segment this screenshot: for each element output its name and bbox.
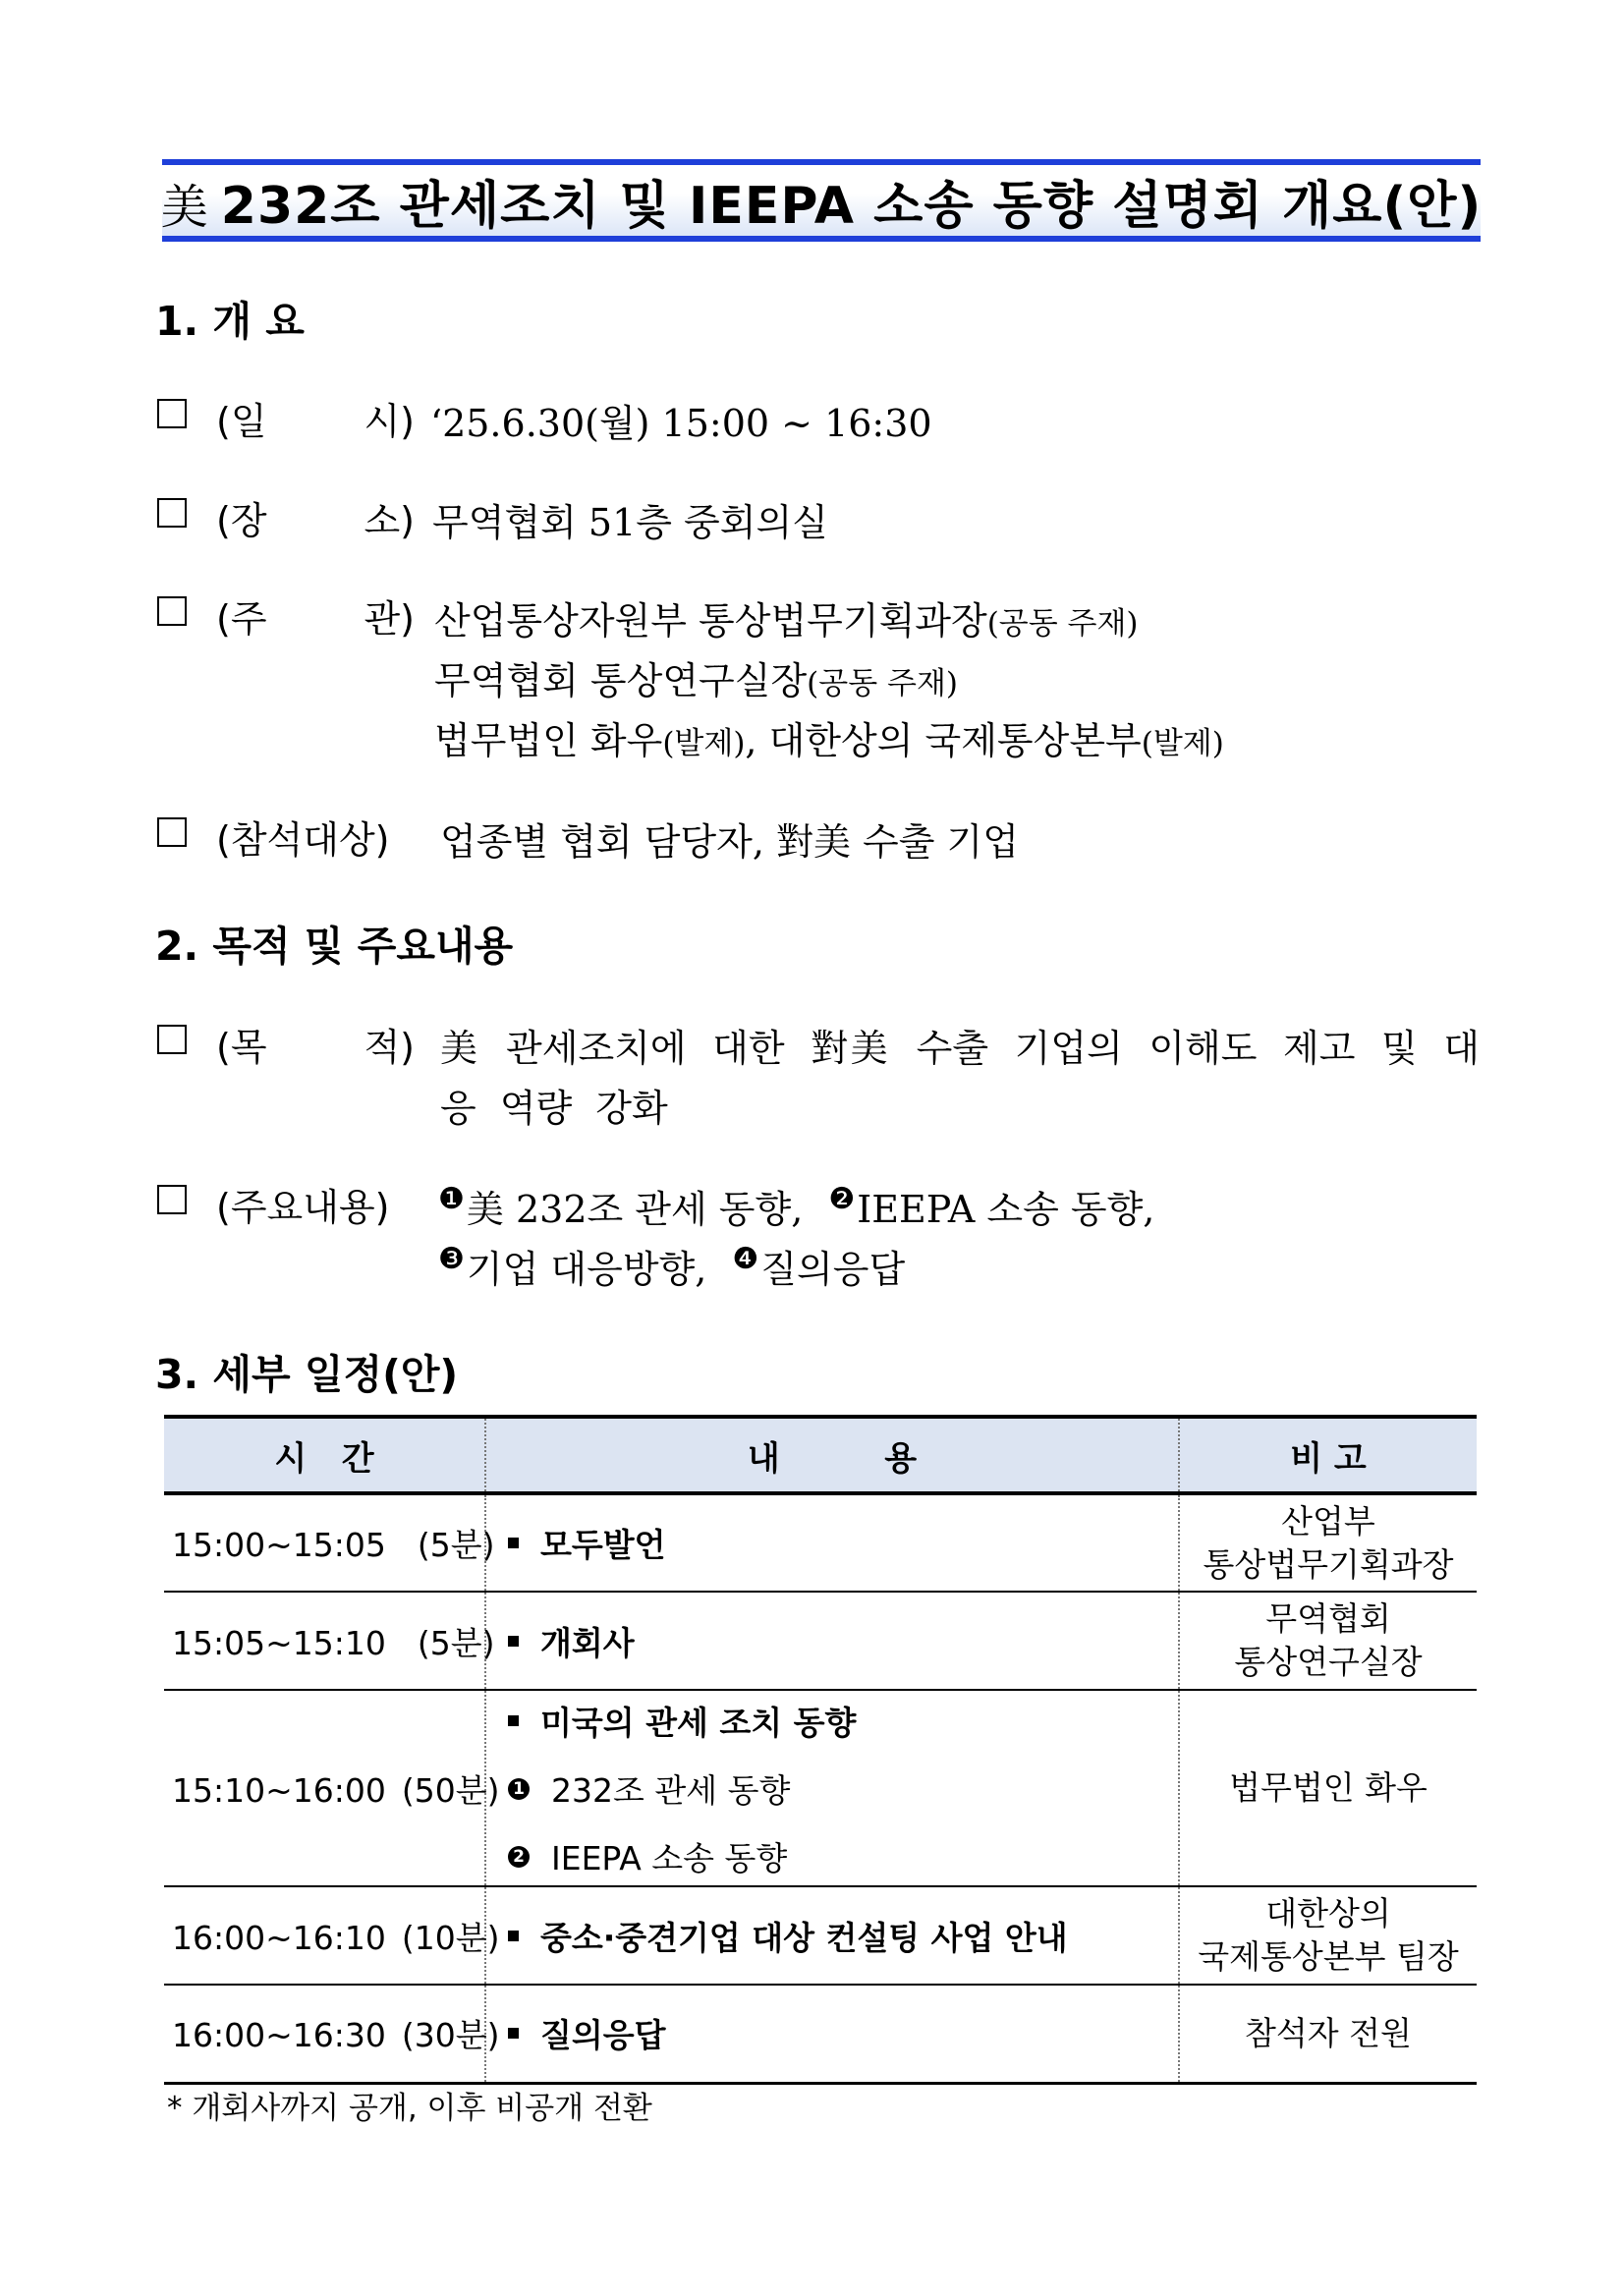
label-place-right: 소) bbox=[364, 499, 415, 542]
content-cell bbox=[485, 1985, 1179, 2083]
main-content-item-2: IEEPA 소송 동향, bbox=[857, 1188, 1155, 1231]
value-datetime: ‘25.6.30(월) 15:00 ~ 16:30 bbox=[430, 402, 932, 445]
value-host-line-3 bbox=[434, 710, 1224, 764]
square-bullet-icon bbox=[508, 1931, 519, 1941]
note-line-1: 무역협회 bbox=[1265, 1599, 1391, 1638]
table-row bbox=[164, 1985, 1477, 2083]
label-host-left: (주 bbox=[216, 597, 267, 641]
purpose-row bbox=[157, 1019, 206, 1062]
checkbox-icon bbox=[157, 817, 187, 847]
host-line-2-note: (공동 주재) bbox=[807, 666, 958, 701]
label-attendees: (참석대상) bbox=[216, 818, 390, 862]
checkbox-icon bbox=[157, 596, 187, 626]
square-bullet-icon bbox=[508, 2028, 519, 2039]
title-text: 232조 관세조치 및 IEEPA 소송 동향 설명회 개요(안) bbox=[220, 176, 1483, 236]
value-place: 무역협회 51층 중회의실 bbox=[432, 501, 828, 544]
host-line-2-main: 무역협회 통상연구실장 bbox=[434, 659, 808, 702]
document-title-banner bbox=[162, 159, 1481, 242]
note-line-1: 참석자 전원 bbox=[1245, 2013, 1412, 2052]
header-content: 내 용 bbox=[485, 1417, 1179, 1493]
duration: (5분) bbox=[417, 1623, 495, 1662]
time-range: 15:00~15:05 bbox=[172, 1526, 386, 1564]
content-title: 중소·중견기업 대상 컨설팅 사업 안내 bbox=[540, 1918, 1068, 1957]
number-badge-4-icon: ❹ bbox=[732, 1242, 759, 1276]
value-host-line-2 bbox=[434, 650, 958, 704]
schedule-table bbox=[164, 1415, 1477, 2085]
checkbox-icon bbox=[157, 1185, 187, 1214]
note-cell bbox=[1179, 1886, 1477, 1985]
table-row bbox=[164, 1690, 1477, 1886]
note-line-1: 산업부 bbox=[1281, 1501, 1375, 1540]
note-cell bbox=[1179, 1690, 1477, 1886]
overview-row-host bbox=[157, 590, 206, 634]
main-content-item-3: 기업 대응방향, bbox=[466, 1248, 707, 1291]
label-purpose-right: 적) bbox=[364, 1026, 415, 1069]
note-cell bbox=[1179, 1592, 1477, 1690]
square-bullet-icon bbox=[508, 1715, 519, 1726]
overview-row-datetime bbox=[157, 393, 206, 436]
note-cell bbox=[1179, 1985, 1477, 2083]
duration: (10분) bbox=[401, 1918, 500, 1957]
number-circle-2-icon: 2 bbox=[508, 1846, 530, 1868]
note-line-2: 통상연구실장 bbox=[1234, 1643, 1423, 1681]
table-row bbox=[164, 1493, 1477, 1592]
sub-item bbox=[508, 1833, 1177, 1879]
label-datetime-right: 시) bbox=[364, 400, 415, 443]
checkbox-icon bbox=[157, 498, 187, 528]
title-prefix: 美 bbox=[160, 179, 209, 235]
section-2-heading: 2. 목적 및 주요내용 bbox=[155, 923, 514, 970]
content-title: 모두발언 bbox=[540, 1526, 666, 1564]
time-cell bbox=[164, 1690, 500, 1886]
content-title: 미국의 관세 조치 동향 bbox=[540, 1703, 857, 1742]
number-circle-1-icon: 1 bbox=[508, 1778, 530, 1800]
content-cell bbox=[485, 1886, 1179, 1985]
host-line-3-note1: (발제) bbox=[662, 726, 746, 761]
time-cell bbox=[164, 1886, 500, 1985]
note-line-2: 통상법무기획과장 bbox=[1203, 1544, 1454, 1584]
time-cell bbox=[164, 1493, 495, 1592]
sub-item bbox=[508, 1765, 1177, 1812]
label-datetime-left: (일 bbox=[216, 400, 267, 443]
header-time: 시 간 bbox=[164, 1417, 485, 1493]
content-cell bbox=[485, 1493, 1179, 1592]
main-content-line-1 bbox=[438, 1179, 1154, 1233]
value-purpose: 美 관세조치에 대한 對美 수출 기업의 이해도 제고 및 대응 역량 강화 bbox=[440, 1027, 1480, 1130]
footnote: * 개회사까지 공개, 이후 비공개 전환 bbox=[167, 2091, 652, 2126]
host-line-3-part1: 법무법인 화우 bbox=[434, 719, 663, 762]
time-range: 15:05~15:10 bbox=[172, 1623, 386, 1662]
content-title: 개회사 bbox=[540, 1623, 635, 1662]
table-row bbox=[164, 1592, 1477, 1690]
label-host-right: 관) bbox=[364, 597, 415, 641]
value-attendees: 업종별 협회 담당자, 對美 수출 기업 bbox=[440, 820, 1019, 864]
time-range: 16:00~16:10 bbox=[172, 1918, 386, 1957]
time-cell bbox=[164, 1985, 500, 2083]
host-line-1-main: 산업통상자원부 통상법무기획과장 bbox=[434, 599, 987, 643]
duration: (5분) bbox=[417, 1526, 495, 1564]
host-line-3-note2: (발제) bbox=[1141, 726, 1224, 761]
section-3-heading: 3. 세부 일정(안) bbox=[155, 1351, 459, 1398]
square-bullet-icon bbox=[508, 1538, 519, 1548]
document-title bbox=[161, 164, 1483, 238]
host-line-3-part2: , 대한상의 국제통상본부 bbox=[745, 719, 1142, 762]
sub-item-text: 232조 관세 동향 bbox=[551, 1770, 791, 1810]
host-line-1-note: (공동 주재) bbox=[986, 606, 1139, 642]
sub-item-text: IEEPA 소송 동향 bbox=[551, 1838, 788, 1877]
main-content-row bbox=[157, 1179, 206, 1222]
schedule-table-header bbox=[164, 1417, 1477, 1493]
checkbox-icon bbox=[157, 1025, 187, 1054]
overview-row-place bbox=[157, 492, 206, 535]
duration: (30분) bbox=[401, 2016, 500, 2055]
duration: (50분) bbox=[401, 1770, 500, 1810]
number-badge-2-icon: ❷ bbox=[828, 1182, 856, 1216]
section-1-heading: 1. 개 요 bbox=[155, 298, 305, 345]
square-bullet-icon bbox=[508, 1636, 519, 1647]
main-content-item-1: 美 232조 관세 동향, bbox=[466, 1188, 804, 1231]
label-place-left: (장 bbox=[216, 499, 267, 542]
table-row bbox=[164, 1886, 1477, 1985]
time-cell bbox=[164, 1592, 495, 1690]
note-cell bbox=[1179, 1493, 1477, 1592]
note-line-2: 국제통상본부 팀장 bbox=[1198, 1937, 1459, 1976]
content-cell bbox=[485, 1592, 1179, 1690]
number-badge-3-icon: ❸ bbox=[438, 1242, 465, 1276]
overview-row-attendees bbox=[157, 812, 206, 855]
label-purpose-left: (목 bbox=[216, 1026, 267, 1069]
time-range: 16:00~16:30 bbox=[172, 2016, 386, 2055]
note-line-1: 대한상의 bbox=[1265, 1894, 1391, 1932]
value-host-line-1 bbox=[434, 590, 1139, 644]
checkbox-icon bbox=[157, 399, 187, 428]
time-range: 15:10~16:00 bbox=[172, 1770, 386, 1810]
note-line-1: 법무법인 화우 bbox=[1229, 1768, 1428, 1807]
main-content-item-4: 질의응답 bbox=[760, 1248, 906, 1291]
label-main-content: (주요내용) bbox=[216, 1186, 390, 1229]
main-content-line-2 bbox=[438, 1239, 905, 1293]
content-cell bbox=[485, 1690, 1179, 1886]
content-title: 질의응답 bbox=[540, 2016, 666, 2055]
number-badge-1-icon: ❶ bbox=[438, 1182, 465, 1216]
header-note: 비 고 bbox=[1179, 1417, 1477, 1493]
